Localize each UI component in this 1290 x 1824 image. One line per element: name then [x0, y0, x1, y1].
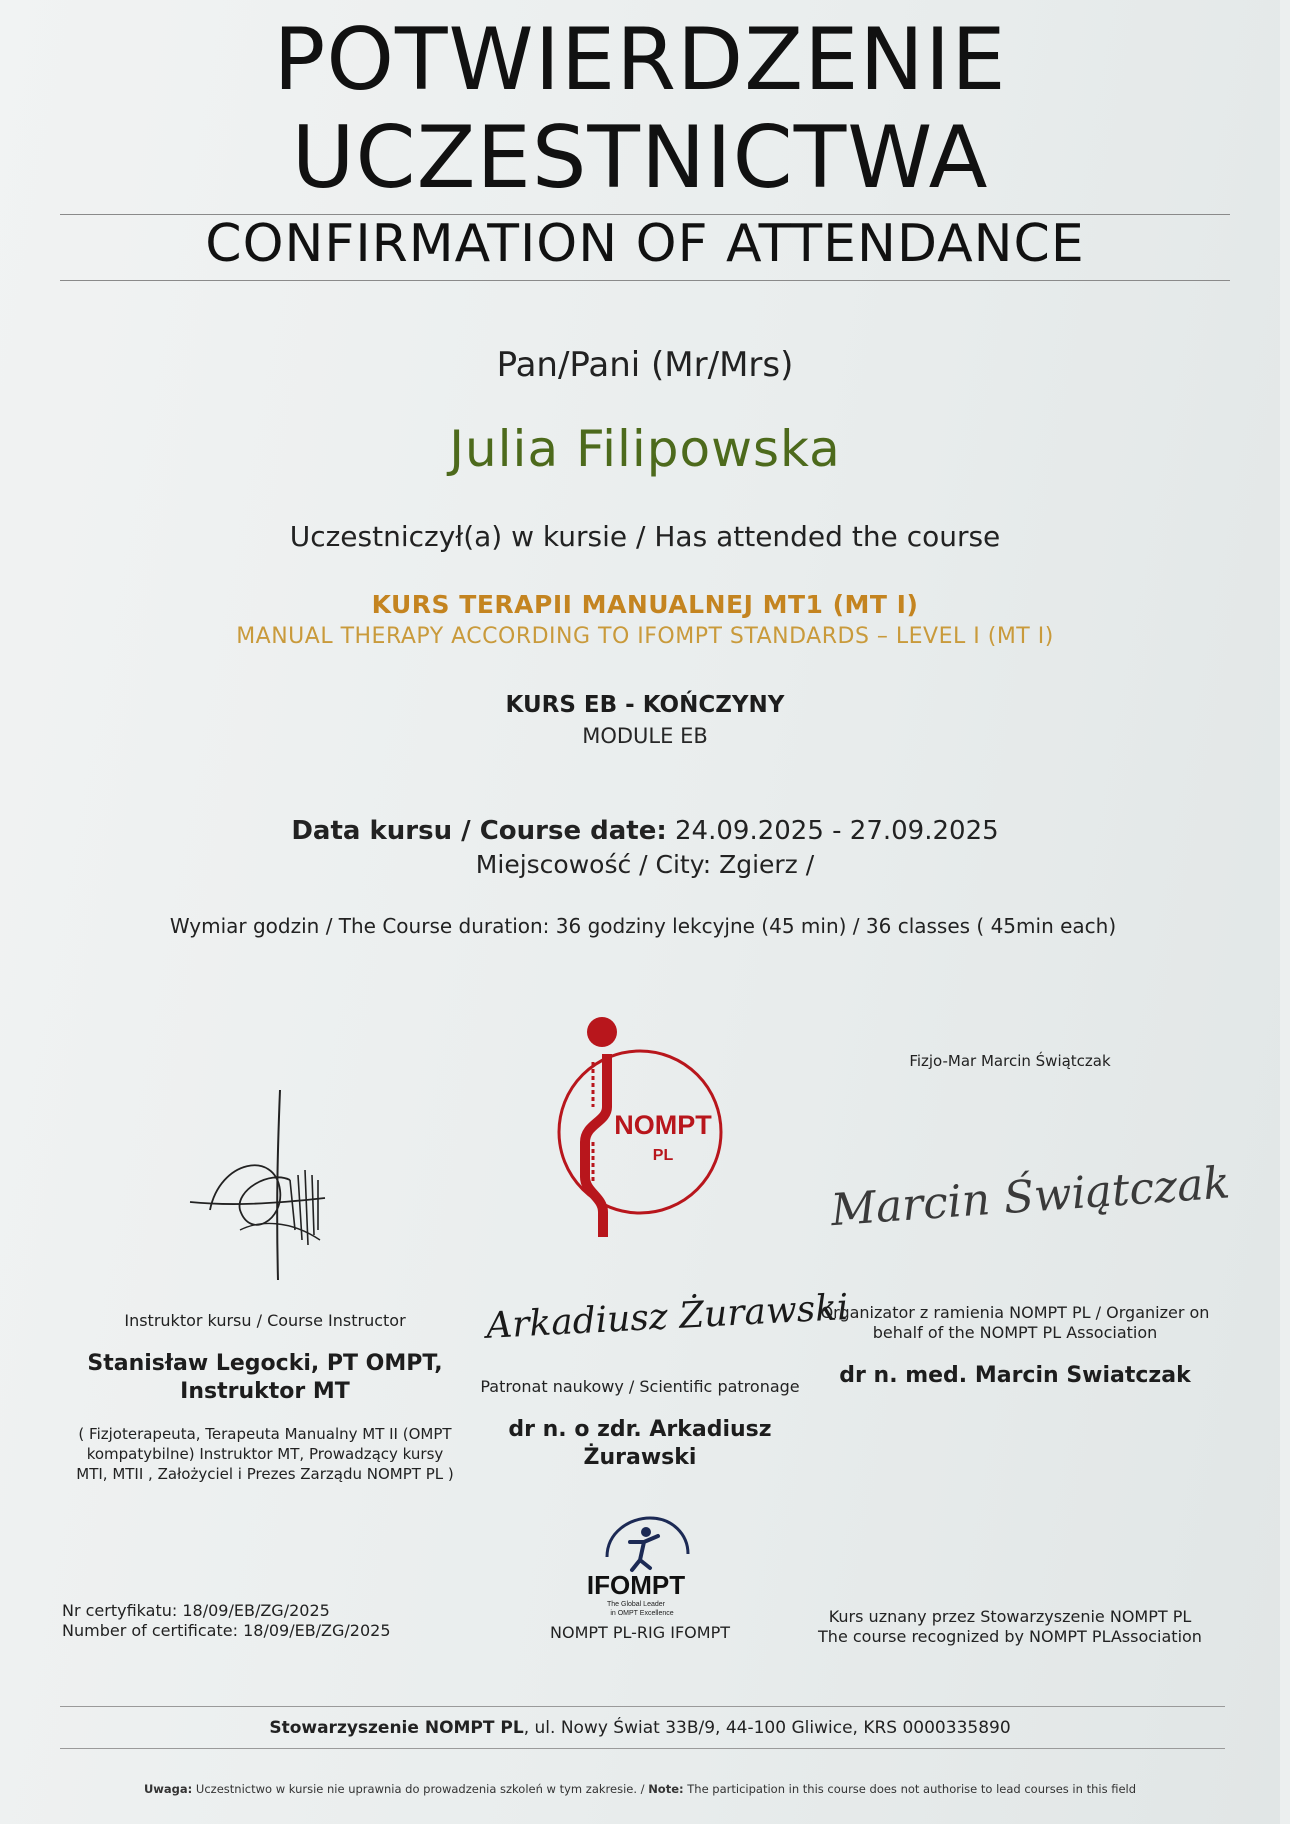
organizer-stamp: Fizjo-Mar Marcin Świątczak	[909, 1052, 1111, 1070]
instructor-desc-line2: kompatybilne) Instruktor MT, Prowadzący kursy	[86, 1445, 444, 1463]
instructor-desc-line1: ( Fizjoterapeuta, Terapeuta Manualny MT II (OMPT	[78, 1425, 452, 1443]
uwaga-label: Uwaga:	[143, 1782, 193, 1796]
course-duration: Wymiar godzin / The Course duration: 36 godziny lekcyjne (45 min) / 36 classes ( 45min each)	[169, 914, 1117, 938]
course-date-label: Data kursu / Course date:	[291, 816, 667, 846]
recognition-line1: Kurs uznany przez Stowarzyszenie NOMPT PL	[828, 1607, 1192, 1626]
title-line2: UCZESTNICTWA	[291, 108, 989, 208]
ifompt-logo	[570, 1512, 710, 1622]
patron-name-line2: Żurawski	[583, 1445, 697, 1470]
attended-text: Uczestniczył(a) w kursie / Has attended the course	[289, 520, 1001, 553]
footer-org: Stowarzyszenie NOMPT PL	[269, 1718, 524, 1738]
ifompt-logo-text: IFOMPT	[586, 1570, 686, 1600]
patron-name-line1: dr n. o zdr. Arkadiusz	[508, 1417, 772, 1442]
organizer-name: dr n. med. Marcin Swiatczak	[839, 1363, 1191, 1388]
ifompt-caption: NOMPT PL-RIG IFOMPT	[550, 1623, 730, 1642]
instructor-name-line1: Stanisław Legocki, PT OMPT,	[87, 1351, 443, 1376]
footer-rule-bottom	[60, 1748, 1225, 1749]
instructor-desc-line3: MTI, MTII , Założyciel i Prezes Zarządu NOMPT PL )	[76, 1465, 454, 1483]
certificate-number-pl: Nr certyfikatu: 18/09/EB/ZG/2025	[62, 1601, 330, 1620]
patron-role: Patronat naukowy / Scientific patronage	[480, 1377, 800, 1396]
footer-address-text: , ul. Nowy Świat 33B/9, 44-100 Gliwice, KRS 0000335890	[523, 1718, 1011, 1738]
course-city: Miejscowość / City: Zgierz /	[475, 850, 815, 879]
module-pl: KURS EB - KOŃCZYNY	[505, 692, 785, 718]
organizer-signature	[820, 1140, 1232, 1240]
title-rule-bottom	[60, 280, 1230, 281]
nompt-logo	[545, 1012, 735, 1242]
organizer-role-line1: Organizator z ramienia NOMPT PL / Organizer on	[820, 1303, 1210, 1322]
recognition-line2: The course recognized by NOMPT PLAssociation	[818, 1627, 1202, 1646]
nompt-logo-text: NOMPT	[614, 1110, 712, 1140]
course-date-value: 24.09.2025 - 27.09.2025	[666, 816, 999, 846]
instructor-name-line2: Instruktor MT	[180, 1379, 350, 1404]
course-title-en: MANUAL THERAPY ACCORDING TO IFOMPT STANDARDS – LEVEL I (MT I)	[236, 624, 1054, 649]
ifompt-tagline1: The Global Leader	[607, 1601, 665, 1608]
module-en: MODULE EB	[582, 724, 708, 748]
footer-note	[0, 1782, 1280, 1796]
course-date	[0, 816, 1290, 846]
note-label: Note:	[648, 1782, 684, 1796]
course-title-pl: KURS TERAPII MANUALNEJ MT1 (MT I)	[371, 590, 919, 619]
title-english: CONFIRMATION OF ATTENDANCE	[205, 214, 1085, 274]
instructor-signature	[180, 1080, 340, 1290]
patron-signature-text: Arkadiusz Żurawski	[485, 1287, 850, 1347]
salutation: Pan/Pani (Mr/Mrs)	[496, 345, 794, 385]
footer-rule-top	[60, 1706, 1225, 1707]
ifompt-tagline2: in OMPT Excellence	[610, 1610, 674, 1617]
uwaga-text: Uczestnictwo w kursie nie uprawnia do prowadzenia szkoleń w tym zakresie. /	[192, 1782, 649, 1796]
footer-address	[0, 1718, 1280, 1738]
title-line1: POTWIERDZENIE	[273, 10, 1007, 110]
recipient-name: Julia Filipowska	[449, 420, 841, 478]
note-text: The participation in this course does not authorise to lead courses in this field	[683, 1782, 1137, 1796]
instructor-role: Instruktor kursu / Course Instructor	[124, 1311, 406, 1330]
organizer-role-line2: behalf of the NOMPT PL Association	[872, 1323, 1158, 1342]
certificate-number-en: Number of certificate: 18/09/EB/ZG/2025	[62, 1621, 391, 1640]
organizer-signature-text: Marcin Świątczak	[829, 1157, 1232, 1237]
patron-signature	[478, 1282, 850, 1352]
nompt-logo-sub: PL	[652, 1147, 674, 1164]
